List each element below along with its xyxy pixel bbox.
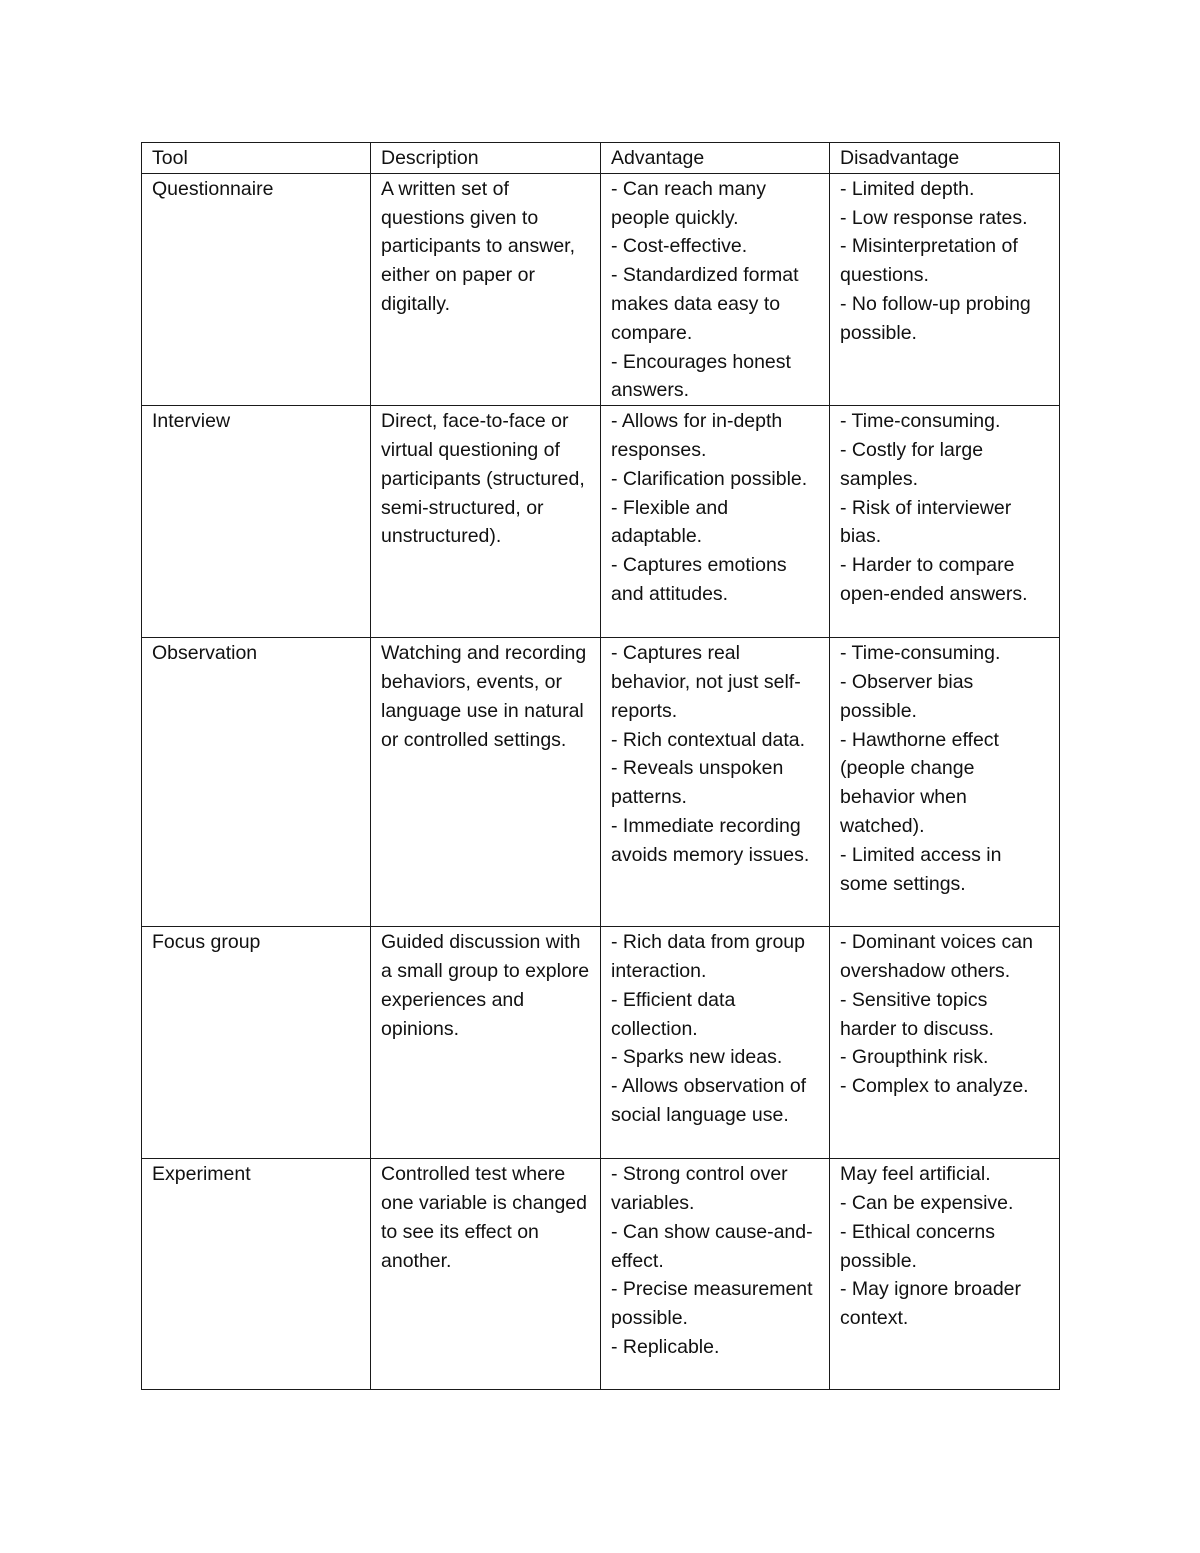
disadvantage-item: - Observer bias possible. (840, 670, 974, 722)
advantage-item: - Immediate recording avoids memory issues. (611, 814, 810, 866)
advantage-item: - Captures emotions and attitudes. (611, 554, 787, 605)
advantage-item: - Allows observation of social language use. (611, 1075, 807, 1126)
disadvantage-cell (830, 406, 1060, 638)
disadvantage-item: - Costly for large samples. (840, 438, 984, 490)
advantage-item: - Efficient data collection. (611, 988, 736, 1040)
disadvantage-item: - Limited depth. (840, 177, 975, 200)
advantage-item: - Precise measurement possible. (611, 1278, 813, 1330)
tool-cell: Interview (142, 406, 371, 638)
advantage-cell (601, 927, 830, 1159)
disadvantage-cell (830, 1159, 1060, 1390)
disadvantage-item: - Groupthink risk. (840, 1046, 989, 1069)
table-row (142, 173, 1060, 405)
advantage-item: - Allows for in-depth responses. (611, 410, 783, 461)
advantage-item: - Sparks new ideas. (611, 1046, 783, 1069)
description-cell: Watching and recording behaviors, events, or language use in natural or controlled settings. (371, 638, 601, 927)
tool-cell: Experiment (142, 1159, 371, 1390)
advantage-cell (601, 406, 830, 638)
advantage-item: - Flexible and adaptable. (611, 496, 729, 548)
description-cell: Guided discussion with a small group to explore experiences and opinions. (371, 927, 601, 1159)
disadvantage-item: - Time-consuming. (840, 642, 1001, 665)
disadvantage-item: - Misinterpretation of questions. (840, 235, 1018, 287)
disadvantage-item: - Limited access in some settings. (840, 843, 1002, 895)
tool-cell: Questionnaire (142, 173, 371, 405)
header-description: Description (371, 143, 601, 174)
disadvantage-item: - Harder to compare open-ended answers. (840, 554, 1028, 605)
disadvantage-cell (830, 173, 1060, 405)
disadvantage-item: - Low response rates. (840, 206, 1028, 229)
advantage-cell (601, 173, 830, 405)
disadvantage-item: - Dominant voices can overshadow others. (840, 931, 1033, 982)
advantage-item: - Standardized format makes data easy to compare. (611, 264, 799, 344)
header-advantage: Advantage (601, 143, 830, 174)
description-cell: Controlled test where one variable is changed to see its effect on another. (371, 1159, 601, 1390)
disadvantage-item: - Hawthorne effect (people change behavior when watched). (840, 728, 999, 837)
advantage-item: - Rich contextual data. (611, 728, 806, 751)
advantage-item: - Strong control over variables. (611, 1163, 788, 1214)
tool-cell: Focus group (142, 927, 371, 1159)
advantage-item: - Reveals unspoken patterns. (611, 757, 784, 809)
advantage-item: - Encourages honest answers. (611, 350, 791, 402)
disadvantage-item: - Time-consuming. (840, 410, 1001, 433)
table-row (142, 638, 1060, 927)
disadvantage-item: May feel artificial. (840, 1163, 991, 1186)
disadvantage-item: - Can be expensive. (840, 1191, 1014, 1214)
disadvantage-item: - May ignore broader context. (840, 1278, 1022, 1330)
description-cell: Direct, face-to-face or virtual questioning of participants (structured, semi-structured, or unstructured). (371, 406, 601, 638)
advantage-cell (601, 1159, 830, 1390)
disadvantage-item: - Risk of interviewer bias. (840, 496, 1012, 548)
advantage-item: - Cost-effective. (611, 235, 748, 258)
table-row (142, 406, 1060, 638)
header-disadvantage: Disadvantage (830, 143, 1060, 174)
advantage-item: - Rich data from group interaction. (611, 931, 806, 982)
disadvantage-item: - Sensitive topics harder to discuss. (840, 988, 994, 1040)
advantage-cell (601, 638, 830, 927)
disadvantage-item: - Ethical concerns possible. (840, 1220, 995, 1272)
description-cell: A written set of questions given to participants to answer, either on paper or digitally. (371, 173, 601, 405)
advantage-item: - Captures real behavior, not just self-reports. (611, 642, 801, 722)
research-tools-table (141, 142, 1060, 1390)
table-row (142, 927, 1060, 1159)
disadvantage-item: - No follow-up probing possible. (840, 292, 1031, 344)
table-row (142, 1159, 1060, 1390)
disadvantage-cell (830, 927, 1060, 1159)
header-tool: Tool (142, 143, 371, 174)
tool-cell: Observation (142, 638, 371, 927)
advantage-item: - Can show cause-and-effect. (611, 1220, 813, 1272)
advantage-item: - Replicable. (611, 1335, 720, 1358)
table-header-row (142, 143, 1060, 174)
disadvantage-cell (830, 638, 1060, 927)
disadvantage-item: - Complex to analyze. (840, 1075, 1029, 1098)
advantage-item: - Can reach many people quickly. (611, 177, 766, 229)
advantage-item: - Clarification possible. (611, 467, 808, 490)
